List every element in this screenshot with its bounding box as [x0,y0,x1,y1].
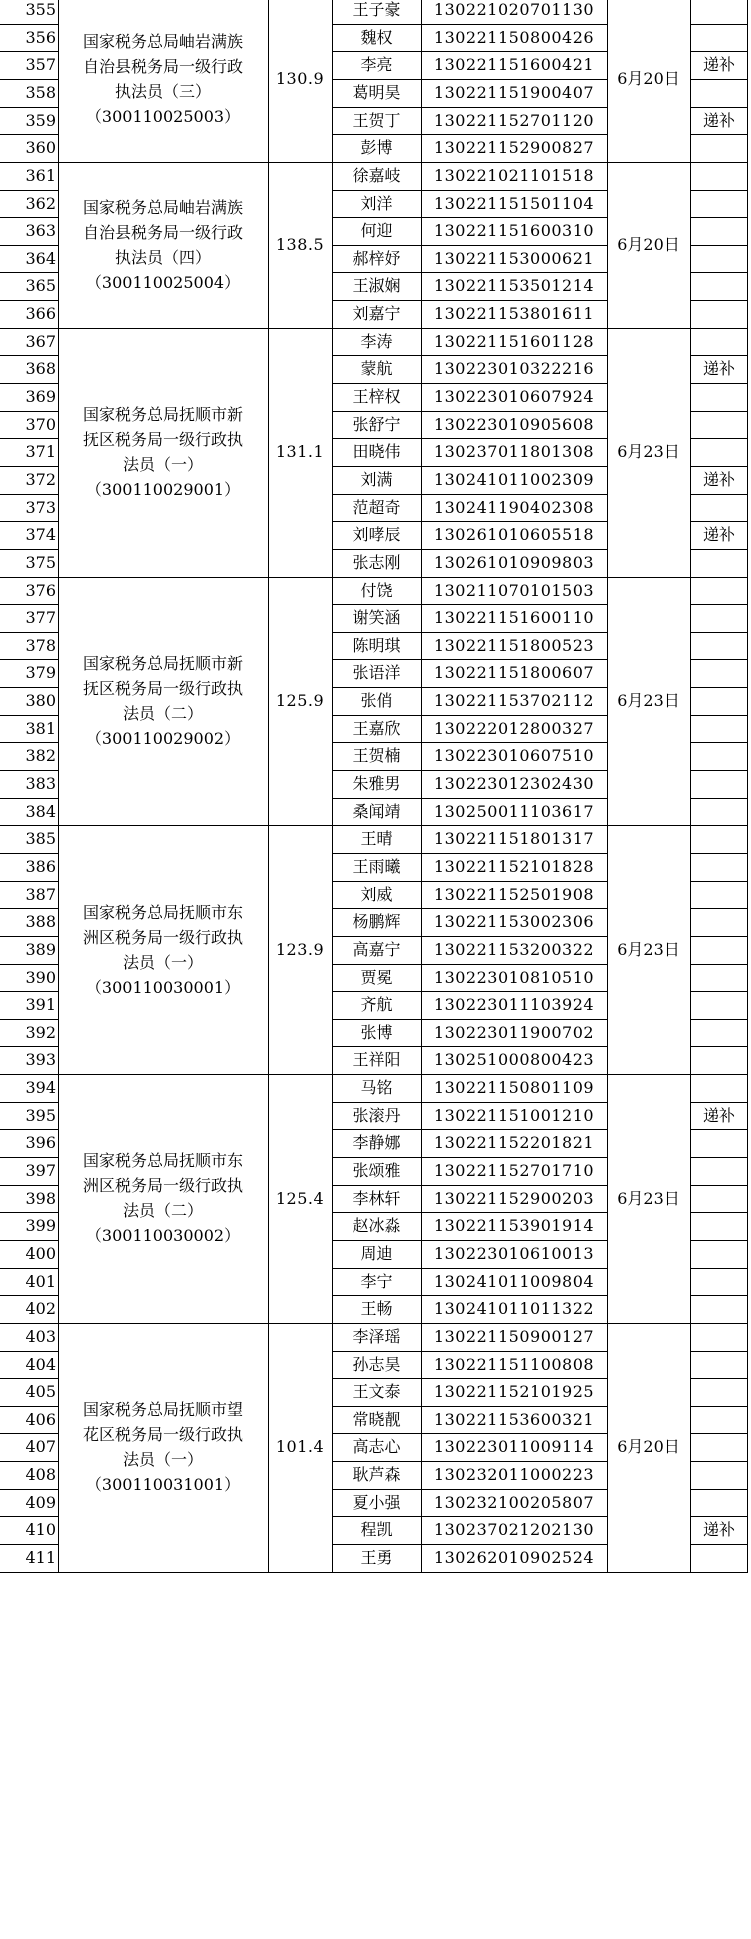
admission-ticket-cell: 130221153000621 [433,248,595,268]
candidate-name-cell: 夏小强 [352,1492,401,1512]
position-line: 国家税务总局抚顺市东 [82,902,243,922]
admission-ticket-cell: 130261010909803 [433,552,595,572]
candidate-name-cell: 刘嘉宁 [352,304,401,324]
position-cell [58,577,268,826]
row-number-cell: 385 [25,829,56,849]
admission-ticket-cell: 130262010902524 [433,1548,595,1568]
admission-ticket-cell: 130250011103617 [433,801,595,821]
candidate-name-cell: 范超奇 [352,497,401,517]
candidate-name-cell: 贾冕 [360,967,393,987]
remark-cell [690,825,748,853]
position-cell [58,1074,268,1323]
remark-cell [690,328,748,356]
row-number-cell: 406 [25,1409,56,1429]
candidate-name-cell: 陈明琪 [352,635,401,655]
remark-cell [690,881,748,909]
candidate-name-cell: 桑闻靖 [352,801,401,821]
remark-cell [690,383,748,411]
candidate-name-cell: 田晓伟 [352,442,401,462]
row-number-cell: 399 [25,1216,56,1236]
admission-ticket-cell: 130223012302430 [433,774,595,794]
position-line: 抚区税务局一级行政执 [82,678,243,698]
column-divider [747,0,748,1572]
row-number-cell: 367 [25,331,56,351]
remark-cell: 递补 [702,1520,735,1540]
admission-ticket-cell: 130261010605518 [433,525,595,545]
candidate-name-cell: 李宁 [360,1271,393,1291]
row-number-cell: 393 [25,1050,56,1070]
row-number-cell: 383 [25,774,56,794]
position-line: 法员（二） [122,1201,203,1221]
remark-cell [690,1461,748,1489]
row-number-cell: 392 [25,1022,56,1042]
candidate-name-cell: 常晓靓 [352,1409,401,1429]
remark-cell [690,1378,748,1406]
candidate-name-cell: 周迪 [360,1243,393,1263]
position-line: 洲区税务局一级行政执 [82,927,243,947]
row-number-cell: 357 [25,55,56,75]
position-line: 国家税务总局抚顺市望 [82,1400,243,1420]
admission-ticket-cell: 130221153702112 [433,691,595,711]
row-number-cell: 407 [25,1437,56,1457]
remark-cell [690,24,748,52]
candidate-name-cell: 王畅 [360,1299,393,1319]
admission-ticket-cell: 130221152101925 [433,1382,595,1402]
admission-ticket-cell: 130241190402308 [433,497,595,517]
row-number-cell: 369 [25,387,56,407]
row-number-cell: 380 [25,691,56,711]
position-line: 法员（一） [122,455,203,475]
remark-cell [690,853,748,881]
admission-ticket-cell: 130221151100808 [433,1354,595,1374]
admission-ticket-cell: 130241011009804 [433,1271,595,1291]
position-line: （300110029001） [85,480,241,500]
row-number-cell: 386 [25,856,56,876]
candidate-name-cell: 张俏 [360,691,393,711]
candidate-name-cell: 徐嘉岐 [352,165,401,185]
remark-cell: 递补 [702,55,735,75]
row-number-cell: 368 [25,359,56,379]
position-line: 国家税务总局抚顺市新 [82,405,243,425]
admission-ticket-cell: 130223010607510 [433,746,595,766]
admission-ticket-cell: 130221150900127 [433,1326,595,1346]
admission-ticket-cell: 130221150801109 [433,1078,595,1098]
cutoff-score-cell: 125.9 [275,691,325,711]
admission-ticket-cell: 130221020701130 [433,0,595,20]
position-line: 洲区税务局一级行政执 [82,1176,243,1196]
candidate-name-cell: 刘满 [360,469,393,489]
position-cell [58,1323,268,1572]
row-number-cell: 384 [25,801,56,821]
remark-cell [690,1157,748,1185]
position-line: 国家税务总局岫岩满族 [82,31,243,51]
cutoff-score-cell: 131.1 [275,442,325,462]
position-line: 国家税务总局岫岩满族 [82,197,243,217]
admission-ticket-cell: 130221151600110 [433,608,595,628]
remark-cell: 递补 [702,525,735,545]
remark-cell [690,0,748,24]
row-number-cell: 374 [25,525,56,545]
admission-ticket-cell: 130221153200322 [433,939,595,959]
remark-cell [690,1240,748,1268]
admission-ticket-cell: 130221151800523 [433,635,595,655]
cutoff-score-cell: 130.9 [275,69,325,89]
remark-cell [690,604,748,632]
row-number-cell: 397 [25,1161,56,1181]
admission-ticket-cell: 130221151600310 [433,221,595,241]
admission-ticket-cell: 130221151600421 [433,55,595,75]
candidate-name-cell: 张舒宁 [352,414,401,434]
candidate-name-cell: 张语洋 [352,663,401,683]
row-number-cell: 366 [25,304,56,324]
remark-cell: 递补 [702,469,735,489]
position-line: 国家税务总局抚顺市新 [82,653,243,673]
column-divider [607,0,608,1572]
row-number-cell: 401 [25,1271,56,1291]
admission-ticket-cell: 130221152201821 [433,1133,595,1153]
row-number-cell: 389 [25,939,56,959]
admission-ticket-cell: 130221152701710 [433,1161,595,1181]
candidate-name-cell: 李林轩 [352,1188,401,1208]
candidate-name-cell: 李泽瑶 [352,1326,401,1346]
admission-ticket-cell: 130221152900827 [433,138,595,158]
column-divider [268,0,269,1572]
remark-cell [690,964,748,992]
row-number-cell: 410 [25,1520,56,1540]
admission-ticket-cell: 130223011009114 [433,1437,595,1457]
remark-cell [690,1185,748,1213]
group-divider [0,1572,748,1573]
position-line: 法员（一） [122,1450,203,1470]
remark-cell: 递补 [702,110,735,130]
row-number-cell: 400 [25,1243,56,1263]
remark-cell [690,494,748,522]
position-line: 自治县税务局一级行政 [82,222,243,242]
candidate-name-cell: 魏权 [360,27,393,47]
admission-ticket-cell: 130223010905608 [433,414,595,434]
remark-cell [690,1323,748,1351]
candidate-name-cell: 王晴 [360,829,393,849]
admission-ticket-cell: 130221152501908 [433,884,595,904]
row-number-cell: 402 [25,1299,56,1319]
admission-ticket-cell: 130237021202130 [433,1520,595,1540]
candidate-name-cell: 张滚丹 [352,1105,401,1125]
remark-cell [690,1074,748,1102]
remark-cell [690,300,748,328]
candidate-name-cell: 王贺丁 [352,110,401,130]
position-line: （300110025004） [85,272,241,292]
admission-ticket-cell: 130223010322216 [433,359,595,379]
position-line: 执法员（四） [114,247,211,267]
row-number-cell: 409 [25,1492,56,1512]
remark-cell [690,659,748,687]
candidate-name-cell: 李涛 [360,331,393,351]
row-number-cell: 382 [25,746,56,766]
interview-date-cell: 6月20日 [617,1437,680,1457]
position-line: （300110025003） [85,106,241,126]
row-number-cell: 408 [25,1465,56,1485]
row-number-cell: 359 [25,110,56,130]
remark-cell [690,134,748,162]
cutoff-score-cell: 138.5 [275,234,325,254]
remark-cell [690,190,748,218]
position-line: （300110029002） [85,728,241,748]
admission-ticket-cell: 130221152701120 [433,110,595,130]
row-number-cell: 377 [25,608,56,628]
row-number-cell: 355 [25,0,56,20]
position-line: （300110031001） [85,1475,241,1495]
admission-ticket-cell: 130221153600321 [433,1409,595,1429]
position-line: 法员（一） [122,952,203,972]
column-divider [421,0,422,1572]
row-number-cell: 387 [25,884,56,904]
candidate-name-cell: 王子豪 [352,0,401,20]
row-number-cell: 375 [25,552,56,572]
candidate-name-cell: 李静娜 [352,1133,401,1153]
candidate-name-cell: 付饶 [360,580,393,600]
position-cell [58,162,268,328]
remark-cell [690,1019,748,1047]
row-number-cell: 411 [25,1548,56,1568]
admission-ticket-cell: 130223010610013 [433,1243,595,1263]
interview-date-cell: 6月20日 [617,234,680,254]
candidate-name-cell: 高志心 [352,1437,401,1457]
remark-cell [690,411,748,439]
admission-ticket-cell: 130223011900702 [433,1022,595,1042]
position-line: 国家税务总局抚顺市东 [82,1151,243,1171]
admission-ticket-cell: 130221153002306 [433,912,595,932]
interview-date-cell: 6月23日 [617,1188,680,1208]
remark-cell [690,438,748,466]
candidate-name-cell: 王淑娴 [352,276,401,296]
row-number-cell: 398 [25,1188,56,1208]
row-number-cell: 405 [25,1382,56,1402]
position-line: （300110030002） [85,1226,241,1246]
candidate-name-cell: 刘洋 [360,193,393,213]
row-number-cell: 360 [25,138,56,158]
admission-ticket-cell: 130237011801308 [433,442,595,462]
admission-ticket-cell: 130223010607924 [433,387,595,407]
remark-cell [690,1295,748,1323]
candidate-name-cell: 葛明昊 [352,82,401,102]
candidate-name-cell: 刘威 [360,884,393,904]
remark-cell [690,217,748,245]
remark-cell [690,1268,748,1296]
admission-ticket-cell: 130221151900407 [433,82,595,102]
row-number-cell: 379 [25,663,56,683]
interview-date-cell: 6月20日 [617,69,680,89]
candidate-name-cell: 蒙航 [360,359,393,379]
candidate-name-cell: 王文泰 [352,1382,401,1402]
admission-ticket-cell: 130241011002309 [433,469,595,489]
row-number-cell: 378 [25,635,56,655]
candidate-name-cell: 谢笑涵 [352,608,401,628]
row-number-cell: 363 [25,221,56,241]
position-cell [58,328,268,577]
row-number-cell: 364 [25,248,56,268]
admission-ticket-cell: 130222012800327 [433,718,595,738]
row-number-cell: 390 [25,967,56,987]
row-number-cell: 396 [25,1133,56,1153]
remark-cell [690,577,748,605]
remark-cell [690,1046,748,1074]
candidate-name-cell: 郝梓妤 [352,248,401,268]
candidate-name-cell: 王贺楠 [352,746,401,766]
cutoff-score-cell: 125.4 [275,1188,325,1208]
candidate-name-cell: 彭博 [360,138,393,158]
remark-cell [690,162,748,190]
remark-cell [690,908,748,936]
admission-ticket-cell: 130221152900203 [433,1188,595,1208]
position-line: 执法员（三） [114,81,211,101]
remark-cell [690,1489,748,1517]
row-number-cell: 391 [25,995,56,1015]
candidate-name-cell: 刘哮辰 [352,525,401,545]
position-line: 抚区税务局一级行政执 [82,430,243,450]
remark-cell [690,1351,748,1379]
admission-ticket-cell: 130221153901914 [433,1216,595,1236]
admission-ticket-cell: 130232100205807 [433,1492,595,1512]
remark-cell [690,936,748,964]
admission-ticket-cell: 130221151801317 [433,829,595,849]
row-number-cell: 365 [25,276,56,296]
admission-ticket-cell: 130221153501214 [433,276,595,296]
row-number-cell: 403 [25,1326,56,1346]
interview-date-cell: 6月23日 [617,442,680,462]
column-divider [332,0,333,1572]
interview-date-cell: 6月23日 [617,691,680,711]
admission-ticket-cell: 130221021101518 [433,165,595,185]
candidate-name-cell: 李亮 [360,55,393,75]
remark-cell: 递补 [702,359,735,379]
candidate-name-cell: 马铭 [360,1078,393,1098]
position-cell [58,825,268,1074]
position-cell [58,0,268,162]
row-number-cell: 371 [25,442,56,462]
candidate-name-cell: 王祥阳 [352,1050,401,1070]
column-divider [690,0,691,1572]
remark-cell [690,1406,748,1434]
row-number-cell: 362 [25,193,56,213]
row-number-cell: 376 [25,580,56,600]
column-divider [58,0,59,1572]
candidate-name-cell: 孙志昊 [352,1354,401,1374]
remark-cell [690,632,748,660]
remark-cell [690,79,748,107]
candidate-name-cell: 齐航 [360,995,393,1015]
admission-ticket-cell: 130221150800426 [433,27,595,47]
candidate-name-cell: 张颂雅 [352,1161,401,1181]
row-number-cell: 372 [25,469,56,489]
row-number-cell: 361 [25,165,56,185]
admission-ticket-cell: 130251000800423 [433,1050,595,1070]
row-number-cell: 381 [25,718,56,738]
remark-cell [690,245,748,273]
candidate-name-cell: 王嘉欣 [352,718,401,738]
admission-ticket-cell: 130221151001210 [433,1105,595,1125]
remark-cell: 递补 [702,1105,735,1125]
row-number-cell: 356 [25,27,56,47]
admission-ticket-cell: 130223011103924 [433,995,595,1015]
admission-ticket-cell: 130221151800607 [433,663,595,683]
admission-ticket-cell: 130221152101828 [433,856,595,876]
interview-date-cell: 6月23日 [617,939,680,959]
candidate-name-cell: 何迎 [360,221,393,241]
admission-ticket-cell: 130211070101503 [433,580,595,600]
remark-cell [690,272,748,300]
cutoff-score-cell: 123.9 [275,939,325,959]
candidate-name-cell: 杨鹏辉 [352,912,401,932]
candidate-name-cell: 耿芦森 [352,1465,401,1485]
remark-cell [690,770,748,798]
remark-cell [690,1433,748,1461]
cutoff-score-cell: 101.4 [275,1437,325,1457]
remark-cell [690,1212,748,1240]
admission-ticket-cell: 130221151501104 [433,193,595,213]
remark-cell [690,742,748,770]
position-line: 花区税务局一级行政执 [82,1425,243,1445]
candidate-name-cell: 王勇 [360,1548,393,1568]
candidate-name-cell: 赵冰淼 [352,1216,401,1236]
admission-ticket-cell: 130232011000223 [433,1465,595,1485]
position-line: （300110030001） [85,977,241,997]
candidate-name-cell: 朱雅男 [352,774,401,794]
candidate-name-cell: 王雨曦 [352,856,401,876]
candidate-name-cell: 张志刚 [352,552,401,572]
remark-cell [690,687,748,715]
admission-ticket-cell: 130221151601128 [433,331,595,351]
row-number-cell: 373 [25,497,56,517]
row-number-cell: 358 [25,82,56,102]
admission-ticket-cell: 130223010810510 [433,967,595,987]
position-line: 自治县税务局一级行政 [82,56,243,76]
row-number-cell: 394 [25,1078,56,1098]
row-number-cell: 404 [25,1354,56,1374]
remark-cell [690,991,748,1019]
candidate-name-cell: 程凯 [360,1520,393,1540]
candidate-name-cell: 张博 [360,1022,393,1042]
remark-cell [690,1129,748,1157]
remark-cell [690,549,748,577]
row-number-cell: 388 [25,912,56,932]
admission-ticket-cell: 130241011011322 [433,1299,595,1319]
remark-cell [690,798,748,826]
row-number-cell: 395 [25,1105,56,1125]
remark-cell [690,715,748,743]
row-number-cell: 370 [25,414,56,434]
candidate-name-cell: 王梓权 [352,387,401,407]
remark-cell [690,1544,748,1572]
position-line: 法员（二） [122,703,203,723]
admission-ticket-cell: 130221153801611 [433,304,595,324]
candidate-name-cell: 高嘉宁 [352,939,401,959]
